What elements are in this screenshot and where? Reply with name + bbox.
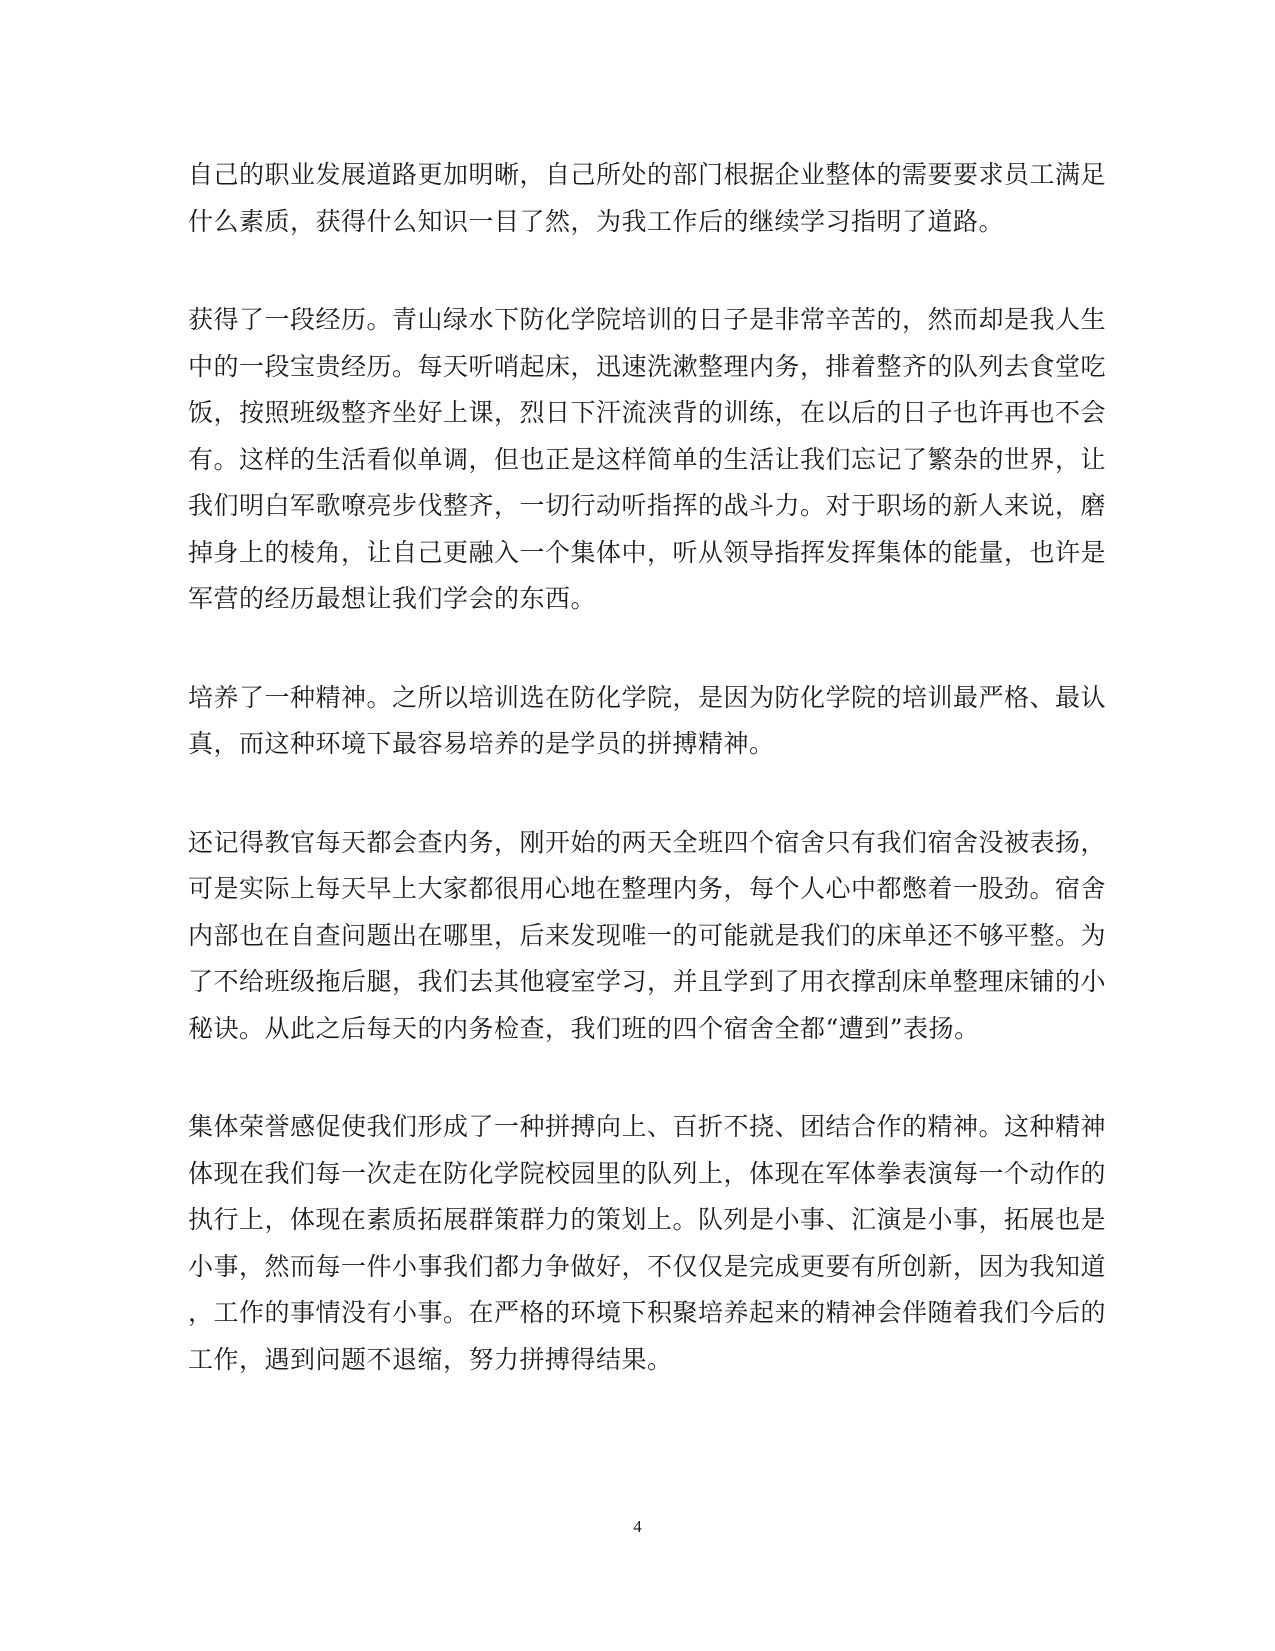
text-line: 中的一段宝贵经历。每天听哨起床，迅速洗漱整理内务，排着整齐的队列去食堂吃 [188, 351, 1107, 381]
text-line: 秘诀。从此之后每天的内务检查，我们班的四个宿舍全都“遭到”表扬。 [188, 1013, 980, 1043]
paragraph-2 [188, 297, 1107, 623]
text-line: 还记得教官每天都会查内务，刚开始的两天全班四个宿舍只有我们宿舍没被表扬， [188, 827, 1107, 857]
text-line: 饭，按照班级整齐坐好上课，烈日下汗流浃背的训练，在以后的日子也许再也不会 [188, 398, 1107, 427]
text-line: ，工作的事情没有小事。在严格的环境下积聚培养起来的精神会伴随着我们今后的 [188, 1298, 1107, 1327]
text-line: 执行上，体现在素质拓展群策群力的策划上。队列是小事、汇演是小事，拓展也是 [188, 1205, 1107, 1234]
page-number: 4 [633, 1517, 642, 1536]
paragraph-4 [188, 820, 1107, 1053]
text-line: 我们明白军歌嘹亮步伐整齐，一切行动听指挥的战斗力。对于职场的新人来说，磨 [188, 491, 1107, 520]
text-line: 有。这样的生活看似单调，但也正是这样简单的生活让我们忘记了繁杂的世界，让 [188, 444, 1107, 474]
text-line: 小事，然而每一件小事我们都力争做好，不仅仅是完成更要有所创新，因为我知道 [188, 1251, 1107, 1281]
document-body [188, 152, 1107, 1435]
text-line: 掉身上的棱角，让自己更融入一个集体中，听从领导指挥发挥集体的能量，也许是 [188, 537, 1107, 567]
text-line: 了不给班级拖后腿，我们去其他寝室学习，并且学到了用衣撑刮床单整理床铺的小 [188, 967, 1107, 996]
text-line: 可是实际上每天早上大家都很用心地在整理内务，每个人心中都憋着一股劲。宿舍 [188, 874, 1107, 903]
text-line: 什么素质，获得什么知识一目了然，为我工作后的继续学习指明了道路。 [188, 206, 1005, 236]
text-line: 军营的经历最想让我们学会的东西。 [188, 584, 597, 613]
paragraph-3 [188, 675, 1107, 768]
text-line: 集体荣誉感促使我们形成了一种拼搏向上、百折不挠、团结合作的精神。这种精神 [188, 1112, 1107, 1141]
text-line: 工作，遇到问题不退缩，努力拼搏得结果。 [188, 1344, 673, 1374]
paragraph-5 [188, 1104, 1107, 1383]
text-line: 内部也在自查问题出在哪里，后来发现唯一的可能就是我们的床单还不够平整。为 [188, 920, 1107, 950]
text-line: 获得了一段经历。青山绿水下防化学院培训的日子是非常辛苦的，然而却是我人生 [188, 305, 1107, 334]
text-line: 体现在我们每一次走在防化学院校园里的队列上，体现在军体拳表演每一个动作的 [188, 1158, 1107, 1188]
text-line: 培养了一种精神。之所以培训选在防化学院，是因为防化学院的培训最严格、最认 [188, 682, 1107, 712]
paragraph-1 [188, 152, 1107, 245]
text-line: 真，而这种环境下最容易培养的是学员的拼搏精神。 [188, 729, 775, 758]
text-line: 自己的职业发展道路更加明晰，自己所处的部门根据企业整体的需要要求员工满足 [188, 160, 1107, 189]
